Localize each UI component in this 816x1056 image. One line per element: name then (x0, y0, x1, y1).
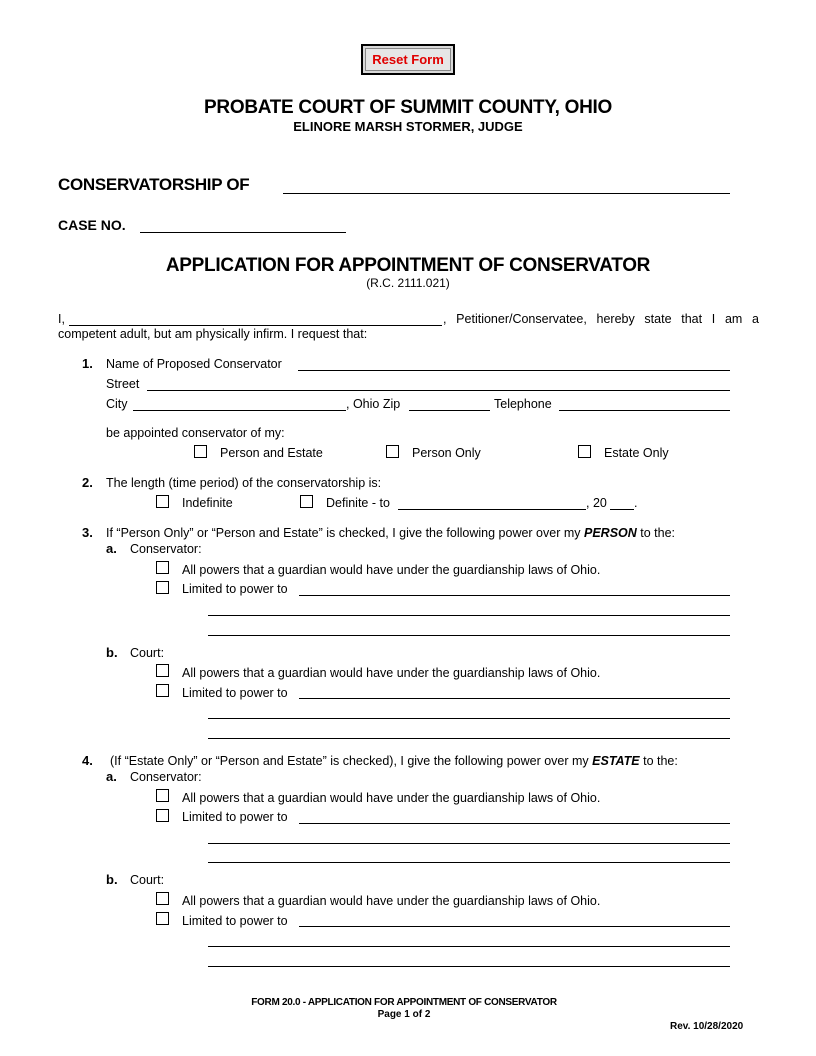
estate-emphasis: ESTATE (592, 754, 640, 768)
street-label: Street (106, 377, 140, 391)
section-4a-limited-checkbox[interactable] (156, 809, 169, 822)
city-label: City (106, 397, 128, 411)
section-4b-limited-checkbox[interactable] (156, 912, 169, 925)
street-field[interactable] (147, 390, 730, 391)
proposed-conservator-label: Name of Proposed Conservator (106, 357, 282, 371)
person-only-checkbox[interactable] (386, 445, 399, 458)
section-4a-label: Conservator: (130, 770, 202, 784)
intro-line2: competent adult, but am physically infirm. I request that: (58, 327, 368, 341)
length-label: The length (time period) of the conservatorship is: (106, 476, 382, 490)
footer-page-number: Page 1 of 2 (377, 1009, 431, 1020)
zip-label: , Ohio Zip (346, 397, 401, 411)
year-prefix: , 20 (586, 496, 607, 510)
section-4a-limited-label: Limited to power to (182, 810, 288, 824)
section-4b-limited-label: Limited to power to (182, 914, 288, 928)
year-suffix: . (634, 496, 638, 510)
section-3a-limited-field-2[interactable] (208, 615, 730, 616)
footer-revision: Rev. 10/28/2020 (670, 1021, 744, 1032)
conservatorship-name-field[interactable] (283, 193, 730, 194)
section-3-number: 3. (82, 525, 93, 540)
section-4b-all-powers-checkbox[interactable] (156, 892, 169, 905)
footer-form-name: FORM 20.0 - APPLICATION FOR APPOINTMENT OF CONSERVATOR (251, 997, 557, 1008)
section-3b-letter: b. (106, 645, 118, 660)
proposed-conservator-field[interactable] (298, 370, 730, 371)
section-4a-letter: a. (106, 769, 117, 784)
section-3b-limited-field[interactable] (299, 698, 730, 699)
section-3b-limited-checkbox[interactable] (156, 684, 169, 697)
section-1-number: 1. (82, 356, 93, 371)
section-3a-limited-checkbox[interactable] (156, 581, 169, 594)
definite-date-field[interactable] (398, 509, 586, 510)
reset-form-button[interactable] (361, 44, 455, 75)
section-3b-label: Court: (130, 646, 165, 660)
telephone-label: Telephone (494, 397, 552, 411)
intro-line1: , Petitioner/Conservatee, hereby state that I am a (443, 312, 759, 326)
reset-form-label: Reset Form (365, 48, 451, 71)
city-field[interactable] (133, 410, 346, 411)
conservatorship-label: CONSERVATORSHIP OF (58, 175, 250, 194)
section-4a-limited-field-2[interactable] (208, 843, 730, 844)
telephone-field[interactable] (559, 410, 730, 411)
case-no-field[interactable] (140, 232, 346, 233)
appointed-label: be appointed conservator of my: (106, 426, 285, 440)
intro-i: I, (58, 312, 65, 326)
section-4b-letter: b. (106, 872, 118, 887)
section-3-text-after: to the: (640, 526, 676, 540)
year-field[interactable] (610, 509, 634, 510)
section-3b-all-powers-checkbox[interactable] (156, 664, 169, 677)
section-4b-limited-field-3[interactable] (208, 966, 730, 967)
section-4-number: 4. (82, 753, 93, 768)
judge-name: ELINORE MARSH STORMER, JUDGE (293, 119, 523, 134)
estate-only-checkbox[interactable] (578, 445, 591, 458)
indefinite-label: Indefinite (182, 496, 233, 510)
section-4a-limited-field[interactable] (299, 823, 730, 824)
section-3a-limited-field[interactable] (299, 595, 730, 596)
section-4-text (110, 754, 678, 768)
section-4b-limited-field[interactable] (299, 926, 730, 927)
section-4b-limited-field-2[interactable] (208, 946, 730, 947)
zip-field[interactable] (409, 410, 490, 411)
person-and-estate-checkbox[interactable] (194, 445, 207, 458)
section-3-text-before: If “Person Only” or “Person and Estate” is checked, I give the following power over my (106, 526, 581, 540)
section-3a-all-powers-label: All powers that a guardian would have under the guardianship laws of Ohio. (182, 563, 601, 577)
court-name: PROBATE COURT OF SUMMIT COUNTY, OHIO (204, 97, 612, 118)
section-3b-limited-field-3[interactable] (208, 738, 730, 739)
section-3a-limited-field-3[interactable] (208, 635, 730, 636)
section-3a-label: Conservator: (130, 542, 202, 556)
section-4-text-before: (If “Estate Only” or “Person and Estate” is checked), I give the following power over my (110, 754, 589, 768)
case-no-label: CASE NO. (58, 217, 126, 233)
section-3b-limited-label: Limited to power to (182, 686, 288, 700)
section-3a-all-powers-checkbox[interactable] (156, 561, 169, 574)
section-3b-all-powers-label: All powers that a guardian would have under the guardianship laws of Ohio. (182, 666, 601, 680)
statute-reference: (R.C. 2111.021) (366, 276, 450, 290)
section-3a-letter: a. (106, 541, 117, 556)
petitioner-name-field[interactable] (69, 325, 442, 326)
section-4b-label: Court: (130, 873, 165, 887)
estate-only-label: Estate Only (604, 446, 669, 460)
definite-checkbox[interactable] (300, 495, 313, 508)
person-and-estate-label: Person and Estate (220, 446, 323, 460)
section-3-text (106, 526, 675, 540)
section-4a-limited-field-3[interactable] (208, 862, 730, 863)
section-3a-limited-label: Limited to power to (182, 582, 288, 596)
section-2-number: 2. (82, 475, 93, 490)
person-emphasis: PERSON (584, 526, 637, 540)
section-4b-all-powers-label: All powers that a guardian would have under the guardianship laws of Ohio. (182, 894, 601, 908)
indefinite-checkbox[interactable] (156, 495, 169, 508)
section-4a-all-powers-label: All powers that a guardian would have under the guardianship laws of Ohio. (182, 791, 601, 805)
section-4a-all-powers-checkbox[interactable] (156, 789, 169, 802)
person-only-label: Person Only (412, 446, 481, 460)
section-3b-limited-field-2[interactable] (208, 718, 730, 719)
form-title: APPLICATION FOR APPOINTMENT OF CONSERVATOR (165, 255, 651, 276)
section-4-text-after: to the: (643, 754, 678, 768)
definite-label: Definite - to (326, 496, 390, 510)
